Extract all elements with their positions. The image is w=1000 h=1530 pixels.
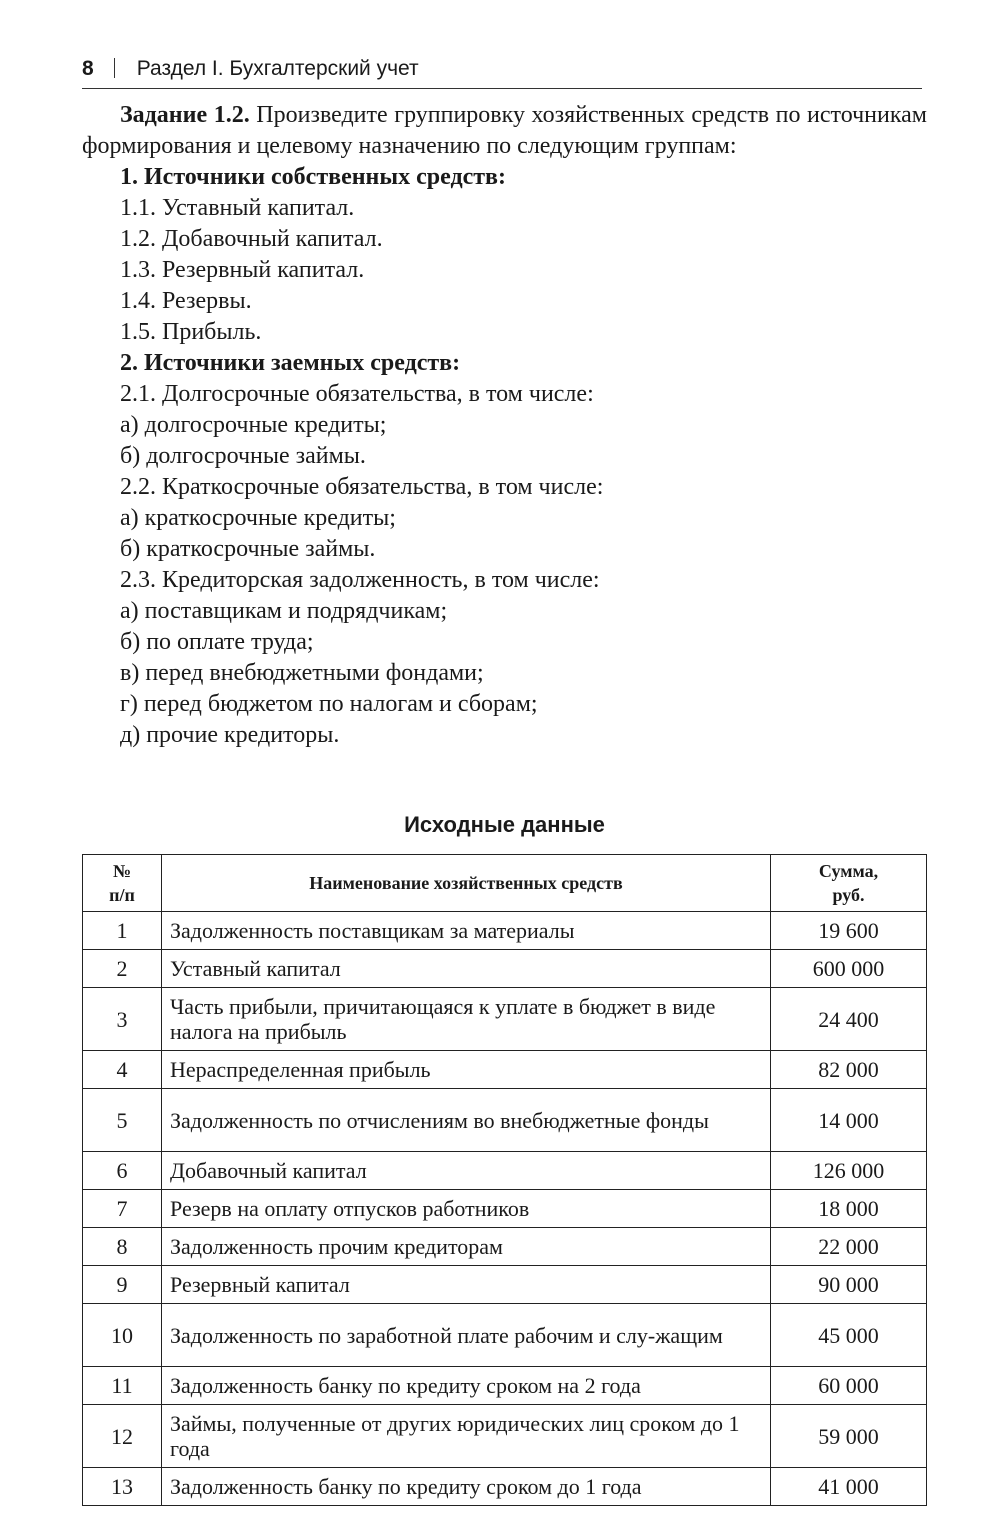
header-num — [83, 855, 162, 912]
cell-name: Задолженность банку по кредиту сроком до 1 года — [162, 1468, 771, 1506]
header-num-line2: п/п — [109, 885, 135, 905]
cell-name: Задолженность банку по кредиту сроком на 2 года — [162, 1367, 771, 1405]
table-row — [83, 1152, 927, 1190]
header-sum-line2: руб. — [832, 885, 865, 905]
table-row — [83, 1468, 927, 1506]
group-line: б) по оплате труда; — [120, 629, 314, 655]
table-row — [83, 912, 927, 950]
cell-num: 6 — [83, 1152, 162, 1190]
cell-sum: 45 000 — [771, 1304, 927, 1367]
group-line: 1.5. Прибыль. — [120, 319, 262, 345]
group-line: 1.4. Резервы. — [120, 288, 252, 314]
cell-sum: 41 000 — [771, 1468, 927, 1506]
cell-num: 10 — [83, 1304, 162, 1367]
cell-name: Часть прибыли, причитающаяся к уплате в бюджет в виде налога на прибыль — [162, 988, 771, 1051]
page-number: 8 — [82, 57, 94, 80]
cell-name: Резерв на оплату отпусков работников — [162, 1190, 771, 1228]
table-row — [83, 988, 927, 1051]
task-title: Задание 1.2. — [120, 102, 250, 128]
group-line: а) долгосрочные кредиты; — [120, 412, 387, 438]
header-num-line1: № — [112, 861, 132, 881]
group-line: 2. Источники заемных средств: — [120, 350, 461, 376]
group-line: г) перед бюджетом по налогам и сборам; — [120, 691, 538, 717]
cell-num: 2 — [83, 950, 162, 988]
cell-name: Задолженность прочим кредиторам — [162, 1228, 771, 1266]
task-text: Произведите группировку хозяйственных средств по источникам формирования и целевому назначению по следующим группам: — [82, 102, 927, 159]
group-line: а) краткосрочные кредиты; — [120, 505, 396, 531]
cell-sum: 22 000 — [771, 1228, 927, 1266]
group-line: 2.2. Краткосрочные обязательства, в том числе: — [120, 474, 604, 500]
task-body — [82, 100, 927, 751]
group-line: 1.3. Резервный капитал. — [120, 257, 365, 283]
cell-num: 8 — [83, 1228, 162, 1266]
group-line: 1. Источники собственных средств: — [120, 164, 506, 190]
cell-num: 4 — [83, 1051, 162, 1089]
cell-sum: 19 600 — [771, 912, 927, 950]
header-sum-line1: Сумма, — [818, 861, 879, 881]
group-line: 1.1. Уставный капитал. — [120, 195, 355, 221]
header-name: Наименование хозяйственных средств — [162, 855, 771, 912]
group-line: д) прочие кредиторы. — [120, 722, 340, 748]
cell-name: Уставный капитал — [162, 950, 771, 988]
cell-name: Нераспределенная прибыль — [162, 1051, 771, 1089]
cell-sum: 82 000 — [771, 1051, 927, 1089]
group-line: 2.1. Долгосрочные обязательства, в том числе: — [120, 381, 594, 407]
cell-name: Резервный капитал — [162, 1266, 771, 1304]
cell-sum: 14 000 — [771, 1089, 927, 1152]
table-row — [83, 1089, 927, 1152]
cell-num: 7 — [83, 1190, 162, 1228]
cell-num: 13 — [83, 1468, 162, 1506]
table-row — [83, 950, 927, 988]
header-divider — [114, 58, 115, 78]
table-row — [83, 1304, 927, 1367]
group-line: б) краткосрочные займы. — [120, 536, 376, 562]
group-line: 2.3. Кредиторская задолженность, в том числе: — [120, 567, 600, 593]
table-body — [83, 912, 927, 1506]
cell-sum: 90 000 — [771, 1266, 927, 1304]
table-header-row — [83, 855, 927, 912]
section-title: Раздел I. Бухгалтерский учет — [136, 57, 419, 80]
cell-num: 3 — [83, 988, 162, 1051]
table-row — [83, 1266, 927, 1304]
cell-num: 9 — [83, 1266, 162, 1304]
cell-num: 11 — [83, 1367, 162, 1405]
cell-num: 1 — [83, 912, 162, 950]
cell-name: Задолженность по отчислениям во внебюджетные фонды — [162, 1089, 771, 1152]
group-line: в) перед внебюджетными фондами; — [120, 660, 484, 686]
cell-name: Задолженность поставщикам за материалы — [162, 912, 771, 950]
table-row — [83, 1367, 927, 1405]
cell-sum: 60 000 — [771, 1367, 927, 1405]
group-line: 1.2. Добавочный капитал. — [120, 226, 383, 252]
cell-sum: 126 000 — [771, 1152, 927, 1190]
cell-sum: 59 000 — [771, 1405, 927, 1468]
table-row — [83, 1228, 927, 1266]
cell-num: 5 — [83, 1089, 162, 1152]
cell-sum: 24 400 — [771, 988, 927, 1051]
table-row — [83, 1190, 927, 1228]
header-sum — [771, 855, 927, 912]
cell-sum: 600 000 — [771, 950, 927, 988]
group-list — [82, 162, 927, 751]
cell-num: 12 — [83, 1405, 162, 1468]
task-intro — [82, 100, 927, 162]
group-line: а) поставщикам и подрядчикам; — [120, 598, 448, 624]
cell-name: Добавочный капитал — [162, 1152, 771, 1190]
cell-name: Задолженность по заработной плате рабочим и слу-жащим — [162, 1304, 771, 1367]
data-table — [82, 854, 927, 1506]
page-header — [82, 52, 922, 89]
cell-sum: 18 000 — [771, 1190, 927, 1228]
table-title: Исходные данные — [404, 812, 605, 837]
cell-name: Займы, полученные от других юридических лиц сроком до 1 года — [162, 1405, 771, 1468]
group-line: б) долгосрочные займы. — [120, 443, 366, 469]
table-row — [83, 1051, 927, 1089]
table-row — [83, 1405, 927, 1468]
